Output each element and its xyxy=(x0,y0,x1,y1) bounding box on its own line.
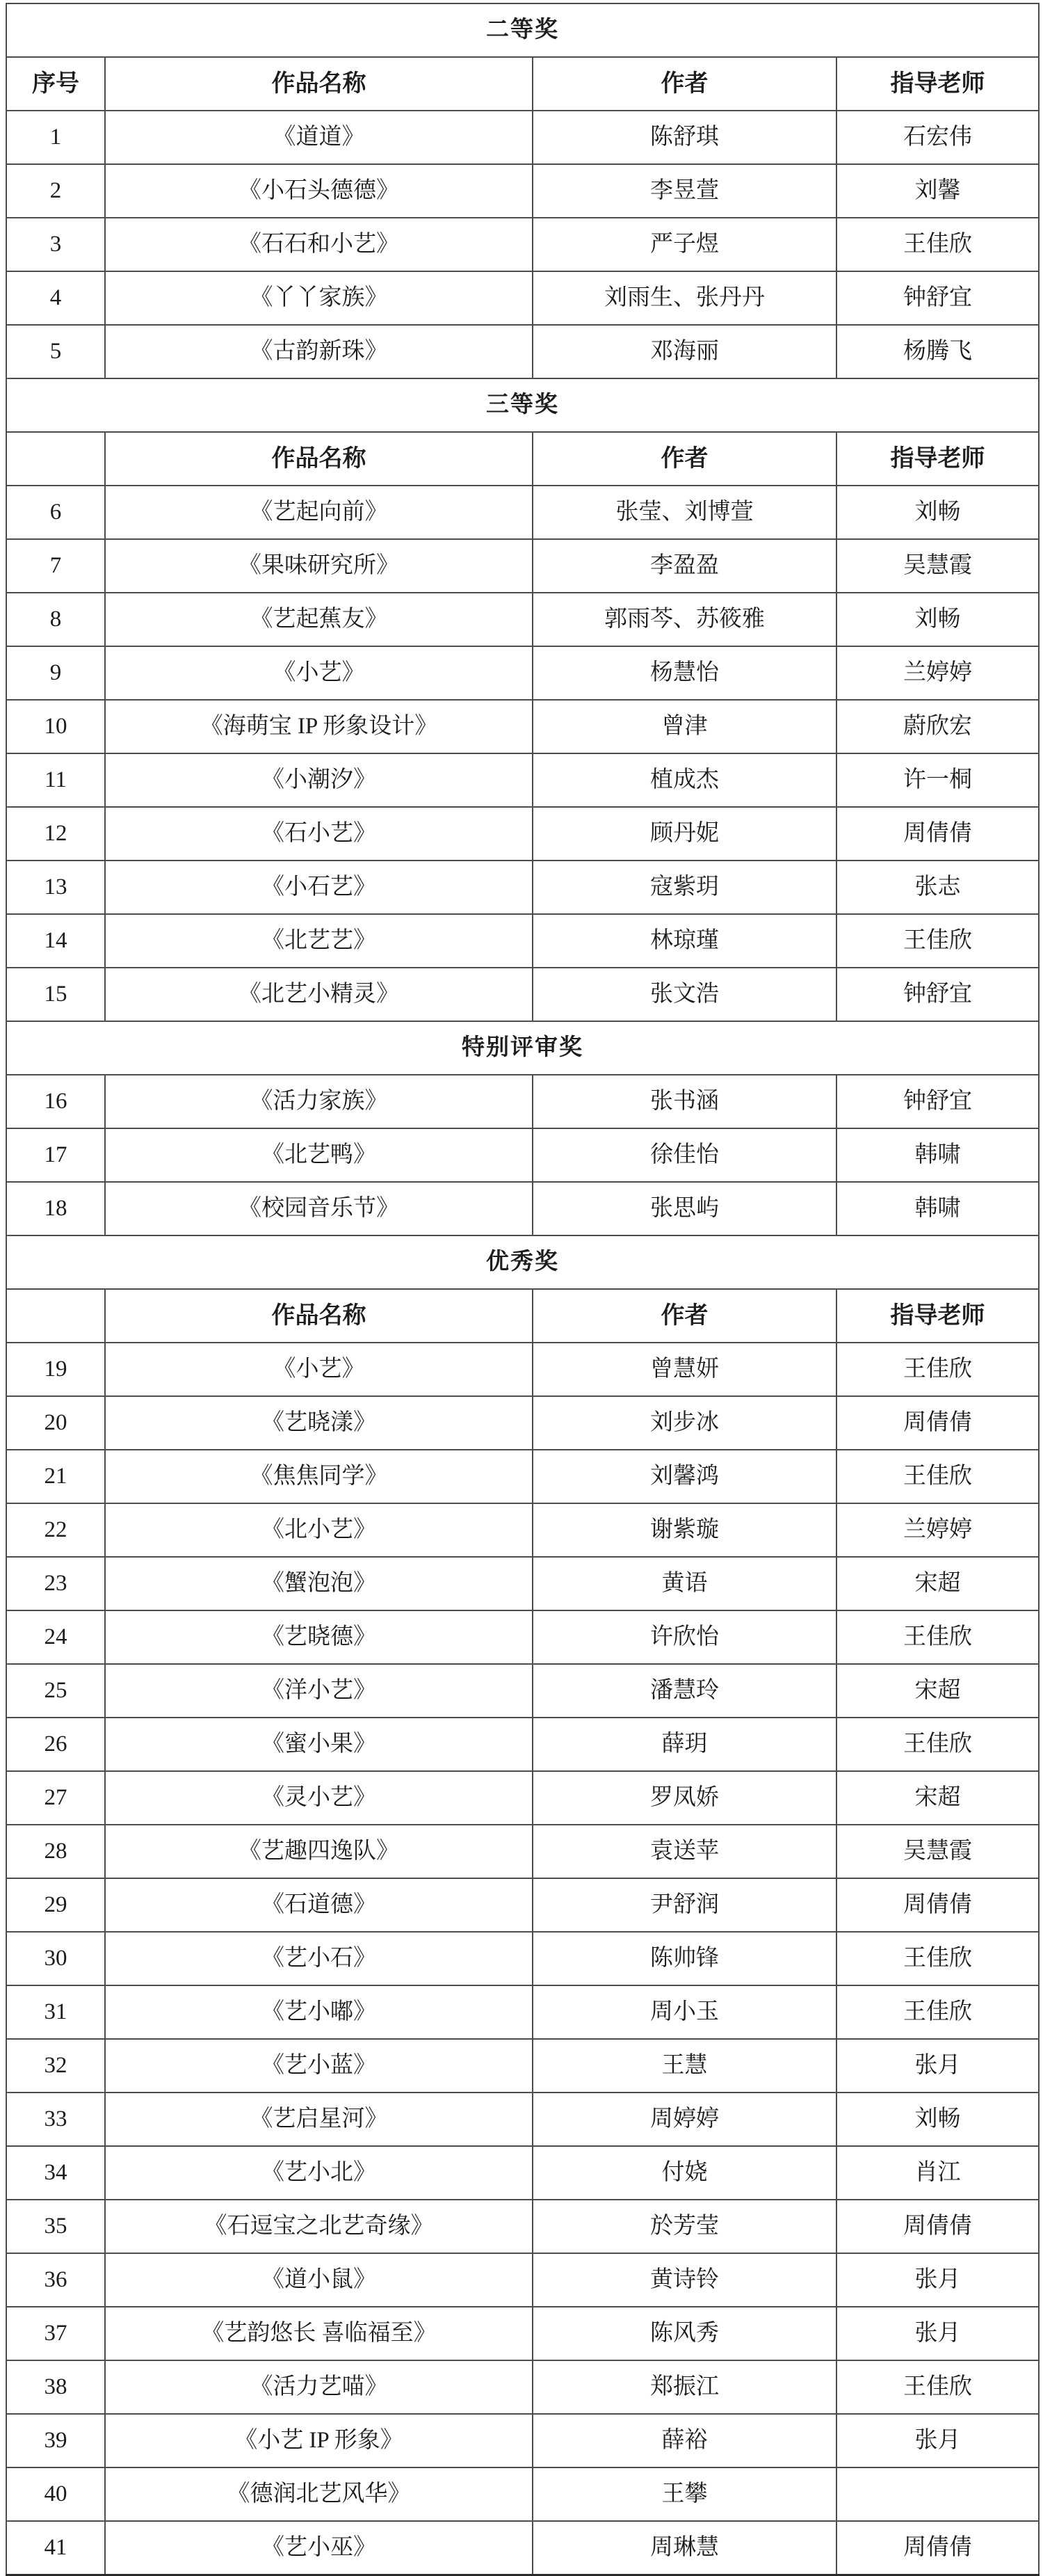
cell-work-title: 《古韵新珠》 xyxy=(105,325,533,378)
table-row xyxy=(6,861,1039,914)
section-band-row xyxy=(6,3,1039,57)
table-row xyxy=(6,2093,1039,2146)
table-row xyxy=(6,1718,1039,1771)
cell-author: 刘步冰 xyxy=(533,1396,836,1450)
cell-teacher: 兰婷婷 xyxy=(836,646,1039,700)
table-row xyxy=(6,1182,1039,1235)
cell-author: 王攀 xyxy=(533,2467,836,2521)
cell-serial: 17 xyxy=(6,1128,105,1182)
table-row xyxy=(6,807,1039,861)
cell-serial: 21 xyxy=(6,1450,105,1503)
cell-author: 张莹、刘博萱 xyxy=(533,486,836,539)
cell-author: 许欣怡 xyxy=(533,1610,836,1664)
cell-teacher: 王佳欣 xyxy=(836,1343,1039,1396)
table-row xyxy=(6,1878,1039,1932)
cell-serial: 34 xyxy=(6,2146,105,2200)
header-no: 序号 xyxy=(6,57,105,111)
cell-teacher: 宋超 xyxy=(836,1557,1039,1610)
cell-serial: 1 xyxy=(6,111,105,164)
cell-author: 杨慧怡 xyxy=(533,646,836,700)
cell-teacher: 蔚欣宏 xyxy=(836,700,1039,753)
cell-author: 周婷婷 xyxy=(533,2093,836,2146)
awards-table xyxy=(6,3,1040,2576)
cell-work-title: 《小石艺》 xyxy=(105,861,533,914)
cell-serial: 6 xyxy=(6,486,105,539)
cell-teacher: 刘馨 xyxy=(836,164,1039,218)
cell-author: 严子煜 xyxy=(533,218,836,271)
cell-author: 李盈盈 xyxy=(533,539,836,593)
table-row xyxy=(6,2360,1039,2414)
cell-work-title: 《丫丫家族》 xyxy=(105,271,533,325)
cell-author: 潘慧玲 xyxy=(533,1664,836,1718)
cell-serial: 24 xyxy=(6,1610,105,1664)
header-teacher: 指导老师 xyxy=(836,1289,1039,1343)
cell-teacher: 王佳欣 xyxy=(836,1985,1039,2039)
cell-teacher xyxy=(836,2467,1039,2521)
cell-author: 尹舒润 xyxy=(533,1878,836,1932)
table-row xyxy=(6,111,1039,164)
cell-author: 寇紫玥 xyxy=(533,861,836,914)
table-row xyxy=(6,1557,1039,1610)
table-row xyxy=(6,1075,1039,1128)
table-row xyxy=(6,2253,1039,2307)
cell-serial: 32 xyxy=(6,2039,105,2093)
cell-work-title: 《小艺》 xyxy=(105,1343,533,1396)
cell-work-title: 《蜜小果》 xyxy=(105,1718,533,1771)
cell-work-title: 《石道德》 xyxy=(105,1878,533,1932)
cell-author: 袁送苹 xyxy=(533,1825,836,1878)
cell-author: 顾丹妮 xyxy=(533,807,836,861)
cell-serial: 19 xyxy=(6,1343,105,1396)
cell-author: 王慧 xyxy=(533,2039,836,2093)
cell-author: 黄诗铃 xyxy=(533,2253,836,2307)
cell-work-title: 《艺韵悠长 喜临福至》 xyxy=(105,2307,533,2360)
cell-teacher: 周倩倩 xyxy=(836,1878,1039,1932)
cell-teacher: 张月 xyxy=(836,2414,1039,2467)
cell-serial: 28 xyxy=(6,1825,105,1878)
cell-teacher: 周倩倩 xyxy=(836,807,1039,861)
cell-work-title: 《艺晓漾》 xyxy=(105,1396,533,1450)
cell-teacher: 吴慧霞 xyxy=(836,1825,1039,1878)
cell-serial: 36 xyxy=(6,2253,105,2307)
table-row xyxy=(6,218,1039,271)
header-teacher: 指导老师 xyxy=(836,57,1039,111)
cell-work-title: 《艺小嘟》 xyxy=(105,1985,533,2039)
cell-teacher: 石宏伟 xyxy=(836,111,1039,164)
cell-author: 林琼瑾 xyxy=(533,914,836,968)
cell-work-title: 《校园音乐节》 xyxy=(105,1182,533,1235)
cell-work-title: 《艺晓德》 xyxy=(105,1610,533,1664)
section-band-label: 三等奖 xyxy=(6,378,1039,432)
cell-work-title: 《艺小巫》 xyxy=(105,2521,533,2575)
cell-work-title: 《小艺 IP 形象》 xyxy=(105,2414,533,2467)
cell-serial: 16 xyxy=(6,1075,105,1128)
cell-teacher: 刘畅 xyxy=(836,2093,1039,2146)
table-row xyxy=(6,1610,1039,1664)
cell-teacher: 杨腾飞 xyxy=(836,325,1039,378)
cell-teacher: 钟舒宜 xyxy=(836,271,1039,325)
cell-author: 於芳莹 xyxy=(533,2200,836,2253)
cell-author: 周小玉 xyxy=(533,1985,836,2039)
cell-work-title: 《道道》 xyxy=(105,111,533,164)
cell-work-title: 《石石和小艺》 xyxy=(105,218,533,271)
cell-teacher: 张志 xyxy=(836,861,1039,914)
section-band-label: 二等奖 xyxy=(6,3,1039,57)
cell-work-title: 《海萌宝 IP 形象设计》 xyxy=(105,700,533,753)
table-row xyxy=(6,1396,1039,1450)
cell-author: 周琳慧 xyxy=(533,2521,836,2575)
cell-serial: 31 xyxy=(6,1985,105,2039)
cell-work-title: 《石逗宝之北艺奇缘》 xyxy=(105,2200,533,2253)
cell-serial: 35 xyxy=(6,2200,105,2253)
table-row xyxy=(6,1503,1039,1557)
cell-author: 郭雨芩、苏筱雅 xyxy=(533,593,836,646)
cell-author: 陈舒琪 xyxy=(533,111,836,164)
cell-work-title: 《北小艺》 xyxy=(105,1503,533,1557)
cell-serial: 22 xyxy=(6,1503,105,1557)
cell-work-title: 《蟹泡泡》 xyxy=(105,1557,533,1610)
table-row xyxy=(6,2039,1039,2093)
cell-serial: 41 xyxy=(6,2521,105,2575)
header-title: 作品名称 xyxy=(105,432,533,486)
cell-work-title: 《艺趣四逸队》 xyxy=(105,1825,533,1878)
cell-work-title: 《果味研究所》 xyxy=(105,539,533,593)
header-title: 作品名称 xyxy=(105,57,533,111)
cell-author: 陈帅锋 xyxy=(533,1932,836,1985)
table-row xyxy=(6,325,1039,378)
cell-teacher: 刘畅 xyxy=(836,593,1039,646)
cell-teacher: 王佳欣 xyxy=(836,1718,1039,1771)
header-author: 作者 xyxy=(533,1289,836,1343)
header-no xyxy=(6,432,105,486)
cell-work-title: 《艺启星河》 xyxy=(105,2093,533,2146)
cell-work-title: 《北艺鸭》 xyxy=(105,1128,533,1182)
header-author: 作者 xyxy=(533,57,836,111)
table-row xyxy=(6,1450,1039,1503)
cell-teacher: 兰婷婷 xyxy=(836,1503,1039,1557)
cell-serial: 26 xyxy=(6,1718,105,1771)
cell-serial: 23 xyxy=(6,1557,105,1610)
cell-work-title: 《艺起向前》 xyxy=(105,486,533,539)
table-row xyxy=(6,486,1039,539)
cell-serial: 40 xyxy=(6,2467,105,2521)
cell-work-title: 《石小艺》 xyxy=(105,807,533,861)
table-row xyxy=(6,1664,1039,1718)
cell-serial: 14 xyxy=(6,914,105,968)
cell-author: 刘雨生、张丹丹 xyxy=(533,271,836,325)
cell-serial: 10 xyxy=(6,700,105,753)
cell-serial: 5 xyxy=(6,325,105,378)
cell-teacher: 刘畅 xyxy=(836,486,1039,539)
table-row xyxy=(6,1771,1039,1825)
cell-teacher: 肖江 xyxy=(836,2146,1039,2200)
cell-author: 郑振江 xyxy=(533,2360,836,2414)
cell-author: 谢紫璇 xyxy=(533,1503,836,1557)
table-row xyxy=(6,2414,1039,2467)
cell-teacher: 王佳欣 xyxy=(836,218,1039,271)
cell-serial: 39 xyxy=(6,2414,105,2467)
cell-author: 薛裕 xyxy=(533,2414,836,2467)
header-author: 作者 xyxy=(533,432,836,486)
cell-teacher: 韩啸 xyxy=(836,1182,1039,1235)
cell-serial: 38 xyxy=(6,2360,105,2414)
cell-teacher: 王佳欣 xyxy=(836,2360,1039,2414)
header-no xyxy=(6,1289,105,1343)
cell-teacher: 吴慧霞 xyxy=(836,539,1039,593)
cell-author: 曾慧妍 xyxy=(533,1343,836,1396)
cell-teacher: 钟舒宜 xyxy=(836,1075,1039,1128)
cell-author: 张书涵 xyxy=(533,1075,836,1128)
table-row xyxy=(6,164,1039,218)
cell-author: 张思屿 xyxy=(533,1182,836,1235)
table-row xyxy=(6,2521,1039,2575)
cell-author: 曾津 xyxy=(533,700,836,753)
table-row xyxy=(6,271,1039,325)
cell-teacher: 王佳欣 xyxy=(836,1450,1039,1503)
table-row xyxy=(6,1932,1039,1985)
cell-serial: 37 xyxy=(6,2307,105,2360)
cell-teacher: 许一桐 xyxy=(836,753,1039,807)
cell-work-title: 《北艺艺》 xyxy=(105,914,533,968)
column-header-row xyxy=(6,1289,1039,1343)
cell-work-title: 《洋小艺》 xyxy=(105,1664,533,1718)
cell-work-title: 《艺起蕉友》 xyxy=(105,593,533,646)
cell-author: 陈风秀 xyxy=(533,2307,836,2360)
cell-author: 植成杰 xyxy=(533,753,836,807)
cell-teacher: 韩啸 xyxy=(836,1128,1039,1182)
cell-work-title: 《艺小石》 xyxy=(105,1932,533,1985)
column-header-row xyxy=(6,57,1039,111)
cell-teacher: 王佳欣 xyxy=(836,1610,1039,1664)
cell-author: 邓海丽 xyxy=(533,325,836,378)
table-row xyxy=(6,2146,1039,2200)
column-header-row xyxy=(6,432,1039,486)
cell-teacher: 张月 xyxy=(836,2307,1039,2360)
cell-serial: 30 xyxy=(6,1932,105,1985)
section-band-row xyxy=(6,1021,1039,1075)
cell-work-title: 《活力家族》 xyxy=(105,1075,533,1128)
cell-serial: 29 xyxy=(6,1878,105,1932)
table-row xyxy=(6,2467,1039,2521)
cell-author: 付娆 xyxy=(533,2146,836,2200)
cell-teacher: 周倩倩 xyxy=(836,1396,1039,1450)
table-row xyxy=(6,2200,1039,2253)
cell-serial: 7 xyxy=(6,539,105,593)
cell-teacher: 宋超 xyxy=(836,1771,1039,1825)
table-row xyxy=(6,914,1039,968)
cell-author: 罗凤娇 xyxy=(533,1771,836,1825)
cell-teacher: 周倩倩 xyxy=(836,2521,1039,2575)
cell-serial: 25 xyxy=(6,1664,105,1718)
cell-serial: 15 xyxy=(6,968,105,1021)
cell-serial: 33 xyxy=(6,2093,105,2146)
cell-work-title: 《北艺小精灵》 xyxy=(105,968,533,1021)
cell-author: 张文浩 xyxy=(533,968,836,1021)
table-row xyxy=(6,539,1039,593)
cell-serial: 8 xyxy=(6,593,105,646)
awards-table-body xyxy=(6,3,1039,2575)
table-row xyxy=(6,1128,1039,1182)
cell-author: 李昱萱 xyxy=(533,164,836,218)
cell-work-title: 《活力艺喵》 xyxy=(105,2360,533,2414)
cell-serial: 9 xyxy=(6,646,105,700)
section-band-label: 优秀奖 xyxy=(6,1235,1039,1289)
table-row xyxy=(6,753,1039,807)
cell-serial: 11 xyxy=(6,753,105,807)
cell-teacher: 宋超 xyxy=(836,1664,1039,1718)
table-row xyxy=(6,968,1039,1021)
cell-work-title: 《德润北艺风华》 xyxy=(105,2467,533,2521)
table-row xyxy=(6,1825,1039,1878)
cell-serial: 4 xyxy=(6,271,105,325)
table-row xyxy=(6,2307,1039,2360)
cell-serial: 12 xyxy=(6,807,105,861)
cell-serial: 2 xyxy=(6,164,105,218)
section-band-row xyxy=(6,378,1039,432)
cell-work-title: 《小艺》 xyxy=(105,646,533,700)
cell-work-title: 《小潮汐》 xyxy=(105,753,533,807)
cell-author: 黄语 xyxy=(533,1557,836,1610)
table-row xyxy=(6,1343,1039,1396)
cell-work-title: 《艺小北》 xyxy=(105,2146,533,2200)
table-row xyxy=(6,646,1039,700)
section-band-row xyxy=(6,1235,1039,1289)
section-band-label: 特别评审奖 xyxy=(6,1021,1039,1075)
cell-serial: 13 xyxy=(6,861,105,914)
header-title: 作品名称 xyxy=(105,1289,533,1343)
cell-serial: 18 xyxy=(6,1182,105,1235)
cell-work-title: 《道小鼠》 xyxy=(105,2253,533,2307)
table-row xyxy=(6,593,1039,646)
cell-teacher: 王佳欣 xyxy=(836,1932,1039,1985)
cell-serial: 27 xyxy=(6,1771,105,1825)
table-row xyxy=(6,1985,1039,2039)
cell-teacher: 张月 xyxy=(836,2253,1039,2307)
cell-teacher: 钟舒宜 xyxy=(836,968,1039,1021)
cell-author: 刘馨鸿 xyxy=(533,1450,836,1503)
cell-teacher: 王佳欣 xyxy=(836,914,1039,968)
cell-work-title: 《焦焦同学》 xyxy=(105,1450,533,1503)
cell-work-title: 《小石头德德》 xyxy=(105,164,533,218)
cell-work-title: 《灵小艺》 xyxy=(105,1771,533,1825)
header-teacher: 指导老师 xyxy=(836,432,1039,486)
table-row xyxy=(6,700,1039,753)
cell-author: 徐佳怡 xyxy=(533,1128,836,1182)
cell-teacher: 张月 xyxy=(836,2039,1039,2093)
cell-work-title: 《艺小蓝》 xyxy=(105,2039,533,2093)
cell-serial: 3 xyxy=(6,218,105,271)
cell-serial: 20 xyxy=(6,1396,105,1450)
cell-author: 薛玥 xyxy=(533,1718,836,1771)
cell-teacher: 周倩倩 xyxy=(836,2200,1039,2253)
